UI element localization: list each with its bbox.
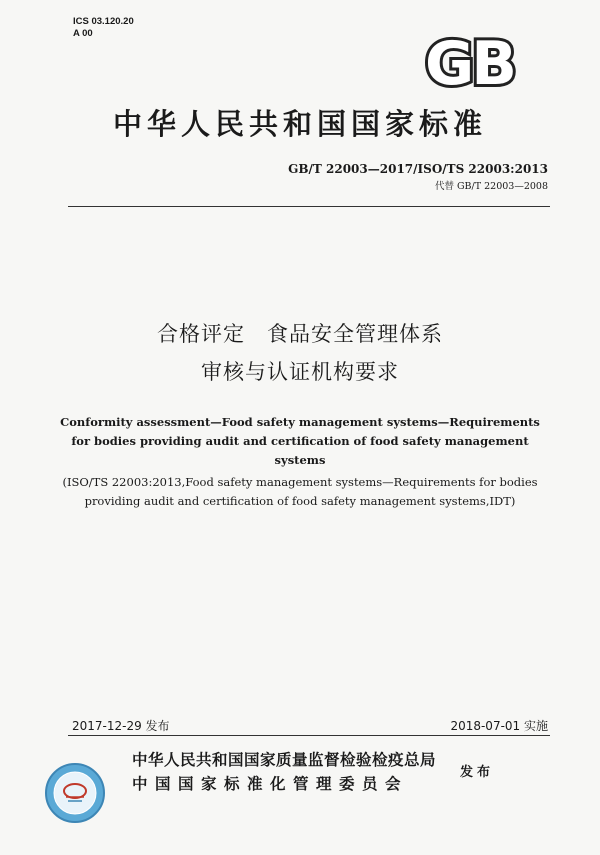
title-cn-line2: 审核与认证机构要求	[201, 360, 399, 384]
top-divider	[68, 206, 550, 207]
gb-logo	[412, 30, 527, 90]
gb-logo-text: GB	[425, 30, 514, 90]
ics-code: ICS 03.120.20	[73, 16, 134, 27]
national-standard-title: 中华人民共和国国家标准	[112, 107, 487, 141]
anti-counterfeit-seal-icon	[44, 762, 106, 824]
bottom-divider	[68, 735, 550, 736]
identical-adoption-note: (ISO/TS 22003:2013,Food safety management systems—Requirements for bodies providing audit and certification of food safety management systems,IDT)	[62, 475, 538, 508]
issuer-line2: 中国国家标准化管理委员会	[132, 775, 409, 793]
ccs-code: A 00	[73, 28, 93, 39]
issuer-line1: 中华人民共和国国家质量监督检验检疫总局	[132, 751, 437, 769]
issue-date: 2017-12-29 发布	[72, 719, 170, 733]
standard-number: GB/T 22003—2017/ISO/TS 22003:2013	[288, 162, 548, 176]
publish-label: 发布	[460, 765, 495, 780]
classification-codes	[73, 16, 134, 40]
implementation-date: 2018-07-01 实施	[450, 719, 548, 733]
title-english: Conformity assessment—Food safety management systems—Requirements for bodies providing audit and certification of food safety management systems	[60, 415, 540, 467]
replaces-standard: 代替 GB/T 22003—2008	[434, 181, 548, 192]
title-cn-line1: 合格评定 食品安全管理体系	[157, 322, 443, 346]
